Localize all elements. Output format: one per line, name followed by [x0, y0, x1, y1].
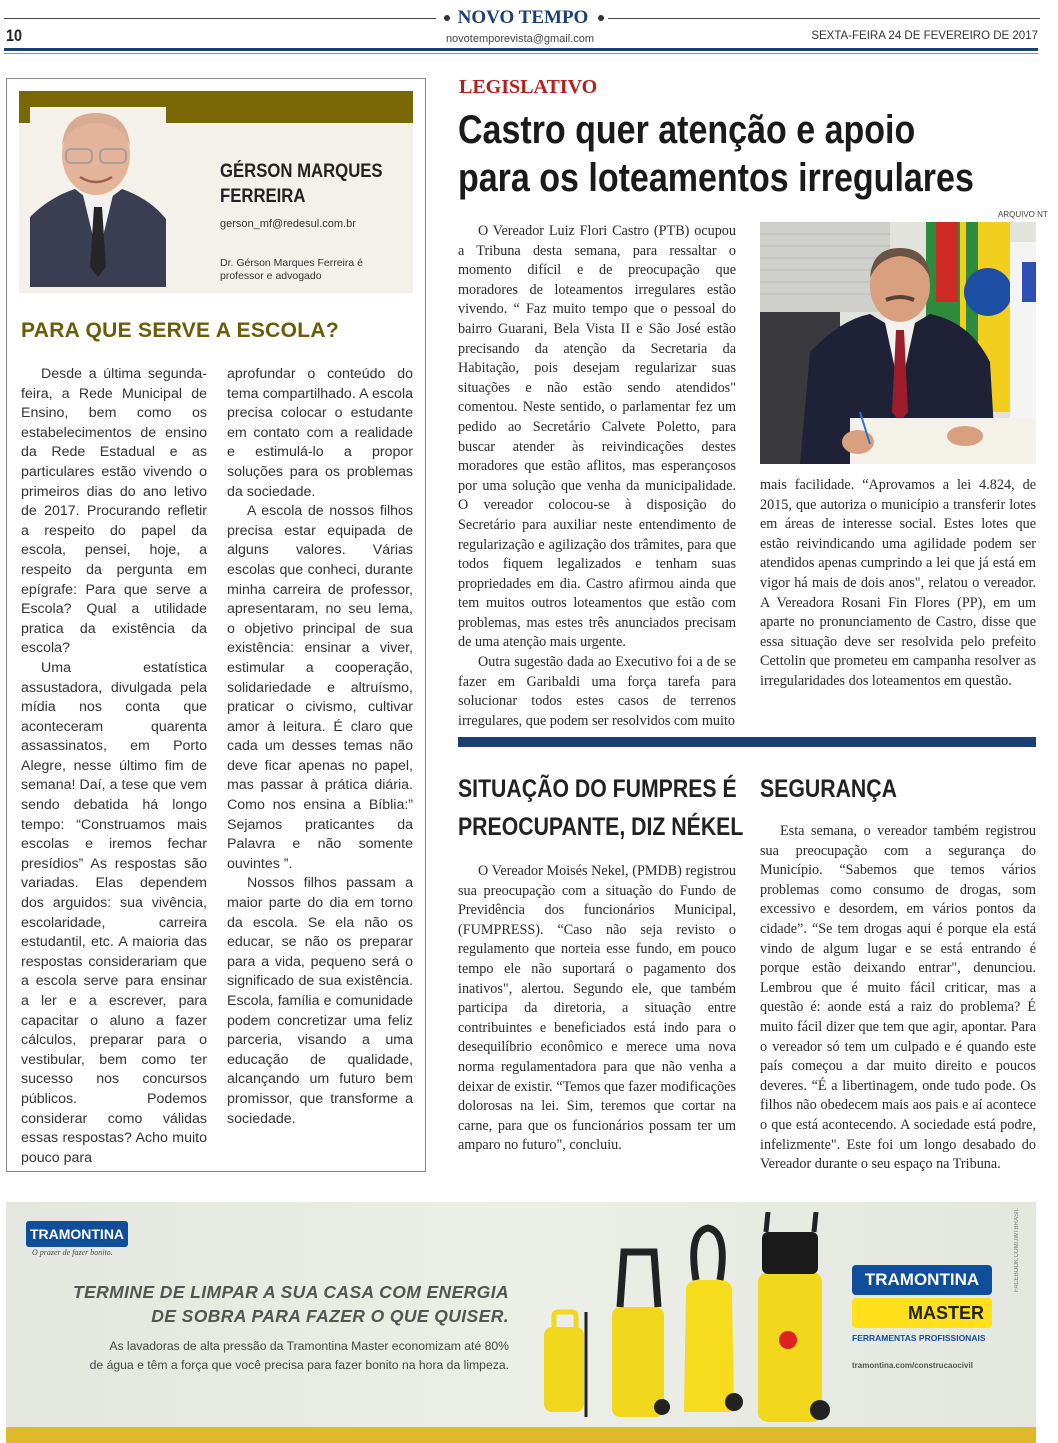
paragraph: Uma estatística assustadora, divulgada pela mídia nos conta que aconteceram quarenta assassinatos, em Porto Alegre, nesse último fim de semana! Daí, a tese que vem sendo debatida há longo tempo: “Construamos mais escolas e iremos fechar presídios” As respostas são variadas. Elas dependem dos arguidos: sua vivência, escolaridade, carreira estudantil, etc. A maioria das respostas considerariam que a escola serve para ensinar a ler e a escrever, para capacitar o aluno a fazer cálculos, preparar para o vestibular, bem como ter sucesso nos concursos públicos. Podemos considerar como válidas essas respostas? Acho muito pouco para: [21, 659, 207, 1166]
washer-1: [544, 1312, 586, 1417]
paragraph: Desde a última segunda-feira, a Rede Municipal de Ensino, bem como os estabelecimentos de ensino da Rede Estadual e as particulares estão vivendo o primeiros dias do ano letivo de 2017. Procurando refletir a respeito do papel da escola, pensei, hoje, a respeito da pergunta em epígrafe: Para que serve a Escola? Qual a utilidade pratica da existência da escola?: [21, 366, 207, 657]
article-headline: Castro quer atenção e apoio para os loteamentos irregulares: [458, 108, 974, 200]
washer-2: [612, 1252, 670, 1417]
opinion-column: [6, 78, 426, 1172]
ornament-dot: [444, 15, 450, 21]
masthead-rule-right: [608, 18, 1040, 19]
newspaper-title: NOVO TEMPO: [457, 7, 589, 28]
seguranca-body: [760, 822, 1036, 1175]
fumpres-body: [458, 862, 736, 1156]
author-name: GÉRSON MARQUES FERREIRA: [220, 161, 383, 207]
ad-bottom-bar: [6, 1427, 1036, 1443]
newspaper-email[interactable]: novotemporevista@gmail.com: [445, 33, 595, 45]
paragraph: O Vereador Luiz Flori Castro (PTB) ocupou a Tribuna desta semana, para ressaltar o momento difícil e de preocupação que moradores de loteamentos irregulares estão vivendo. “ Faz muito tempo que o pessoal do bairro Guarani, Bela Vista II e São José estão precisando da atenção da Secretaria da Habitação, pois desejam regularizar suas situações e não estão sendo atendidos" comentou. Neste sentido, o parlamentar fez um pedido ao Secretário Calvete Poletto, para buscar atender às reivindicações destes moradores que estão aflitos, mas esperançosos por uma solução que venha da municipalidade. O vereador colocou-se à disposição do Secretário para auxiliar neste entendimento de regularização e agilização dos trâmites, para que todos fiquem legalizados e tenham suas propriedades em dia. Castro afirmou ainda que tem muitos outros loteamentos que estão com problemas, mas estes três anunciados precisam de uma atenção mais urgente.: [458, 223, 736, 651]
section-divider: [458, 737, 1036, 747]
seguranca-headline: SEGURANÇA: [760, 775, 897, 803]
ad-facebook-credit: FACEBOOK.COM/JWTBRASIL: [1014, 1207, 1020, 1292]
ad-body: As lavadoras de alta pressão da Tramontina Master economizam até 80% de água e têm a força que você precisa para fazer bonito na hora da limpeza.: [89, 1339, 509, 1372]
washer-3: [684, 1228, 743, 1412]
article-body-col1: [458, 222, 736, 731]
author-bio: Dr. Gérson Marques Ferreira é professor e advogado: [220, 257, 363, 282]
masthead: [0, 0, 1058, 60]
issue-date: SEXTA-FEIRA 24 DE FEVEREIRO DE 2017: [811, 30, 1038, 42]
photo-credit: ARQUIVO NT: [998, 210, 1048, 219]
ad-headline: TERMINE DE LIMPAR A SUA CASA COM ENERGIA DE SOBRA PARA FAZER O QUE QUISER.: [72, 1282, 509, 1326]
fumpres-headline: SITUAÇÃO DO FUMPRES É PREOCUPANTE, DIZ NÉKEL: [458, 775, 744, 841]
column-headline: PARA QUE SERVE A ESCOLA?: [21, 319, 339, 342]
paragraph: Outra sugestão dada ao Executivo foi a de se fazer em Garibaldi uma força tarefa para solucionar todos estes casos de terrenos irregulares, que podem ser resolvidos com muito: [458, 654, 736, 729]
paragraph: aprofundar o conteúdo do tema compartilhado. A escola precisa colocar o estudante em contato com a realidade e estimulá-lo a propor soluções para os problemas da sociedade.: [227, 366, 413, 500]
tramontina-logo: TRAMONTINA: [26, 1221, 128, 1247]
masthead-divider-thin: [4, 53, 1038, 54]
paragraph: O Vereador Moisés Nekel, (PMDB) registrou sua preocupação com a situação do Fundo de Previdência dos funcionários Municipal, (FUMPRESS). “Caso não seja revisto o regulamento que norteia esse fundo, em pouco tempo ele não suportará o pagamento dos inativos", alertou. Segundo ele, que também participa da diretoria, a situação entre contribuintes e beneficiados está indo para o desequilíbrio econômico e merece uma nova norma regulamentadora para que não venha a deixar de existir. “Temos que fazer modificações dolorosas na lei. Sim, teremos que cortar na carne, para que os funcionários possam ter um amparo no futuro", concluiu.: [458, 863, 736, 1154]
page-number: 10: [6, 26, 23, 45]
paragraph: A escola de nossos filhos precisa estar equipada de alguns valores. Várias escolas que conheci, durante minha carreira de professor, apresentaram, no seu lema, o objetivo principal de sua existência: ensinar a viver, estimular a cooperação, solidariedade e altruísmo, praticar o civismo, cultivar amor à leitura. É claro que cada um desses temas não deve ficar apenas no papel, mas passar à prática diária. Como nos ensina a Bíblia:” Sejamos praticantes da Palavra e não somente ouvintes ”.: [227, 503, 413, 872]
ad-tagline: O prazer de fazer bonito.: [32, 1248, 113, 1257]
column-text-left: [21, 365, 207, 1168]
brand-subtitle: FERRAMENTAS PROFISSIONAIS: [852, 1333, 986, 1343]
author-photo: [30, 107, 166, 287]
ornament-dot: [598, 15, 604, 21]
author-email[interactable]: gerson_mf@redesul.com.br: [220, 218, 356, 230]
article-photo: [760, 222, 1036, 464]
tramontina-master-logo: TRAMONTINA MASTER FERRAMENTAS PROFISSIONAIS tramontina.com/construcaocivil: [852, 1265, 992, 1370]
paragraph: Esta semana, o vereador também registrou sua preocupação com a segurança do Município. “Sabemos que temos vários problemas como consumo de drogas, som excessivo e desordem, em vários pontos da cidade”. “Se tem drogas aqui é porque ela está vindo de algum lugar e se está entrando é porque estão deixando entrar", denunciou. Lembrou que é muito fácil criticar, mas a questão é: aonde está a raiz do problema? É muito fácil dizer que tem que agir, apontar. Para o vereador só tem um culpado e é quando este país começou a dar muito direito e poucos deveres. “É a libertinagem, onde tudo pode. Os filhos não obedecem mais aos pais e aí acontece o que está acontecendo. A sociedade está podre, infelizmente". Este foi um longo desabado do Vereador durante o seu espaço na Tribuna.: [760, 823, 1036, 1173]
pressure-washers-image: [536, 1212, 836, 1427]
ad-url[interactable]: tramontina.com/construcaocivil: [852, 1361, 973, 1370]
section-label: LEGISLATIVO: [459, 76, 598, 98]
column-text-right: [227, 365, 413, 1129]
author-card: [19, 91, 413, 293]
tramontina-ad[interactable]: [6, 1202, 1036, 1443]
masthead-rule-left: [4, 18, 436, 19]
paragraph: Nossos filhos passam a maior parte do dia em torno da escola. Se ela não os educar, se não os preparar para a vida, pequeno será o significado de sua existência. Escola, família e comunidade podem concretizar uma feliz parceria, visando a uma educação de qualidade, alcançando um futuro bem promissor, que transforme a sociedade.: [227, 875, 413, 1127]
paragraph: mais facilidade. “Aprovamos a lei 4.824, de 2015, que autoriza o município a transferir lotes em áreas de interesse social. Estes lotes que estão reivindicando uma agilidade podem ser atendidos apenas cumprindo a lei que já está em vigor há mais de dois anos", relatou o vereador. A Vereadora Rosani Fin Flores (PP), em um aparte no pronunciamento de Castro, disse que essa situação deve ser resolvida pelo prefeito Cettolin que prometeu em campanha resolver as irregularidades dos loteamentos em questão.: [760, 477, 1036, 689]
washer-4: [758, 1212, 830, 1422]
article-body-col2: [760, 476, 1036, 692]
masthead-divider: [4, 48, 1038, 51]
